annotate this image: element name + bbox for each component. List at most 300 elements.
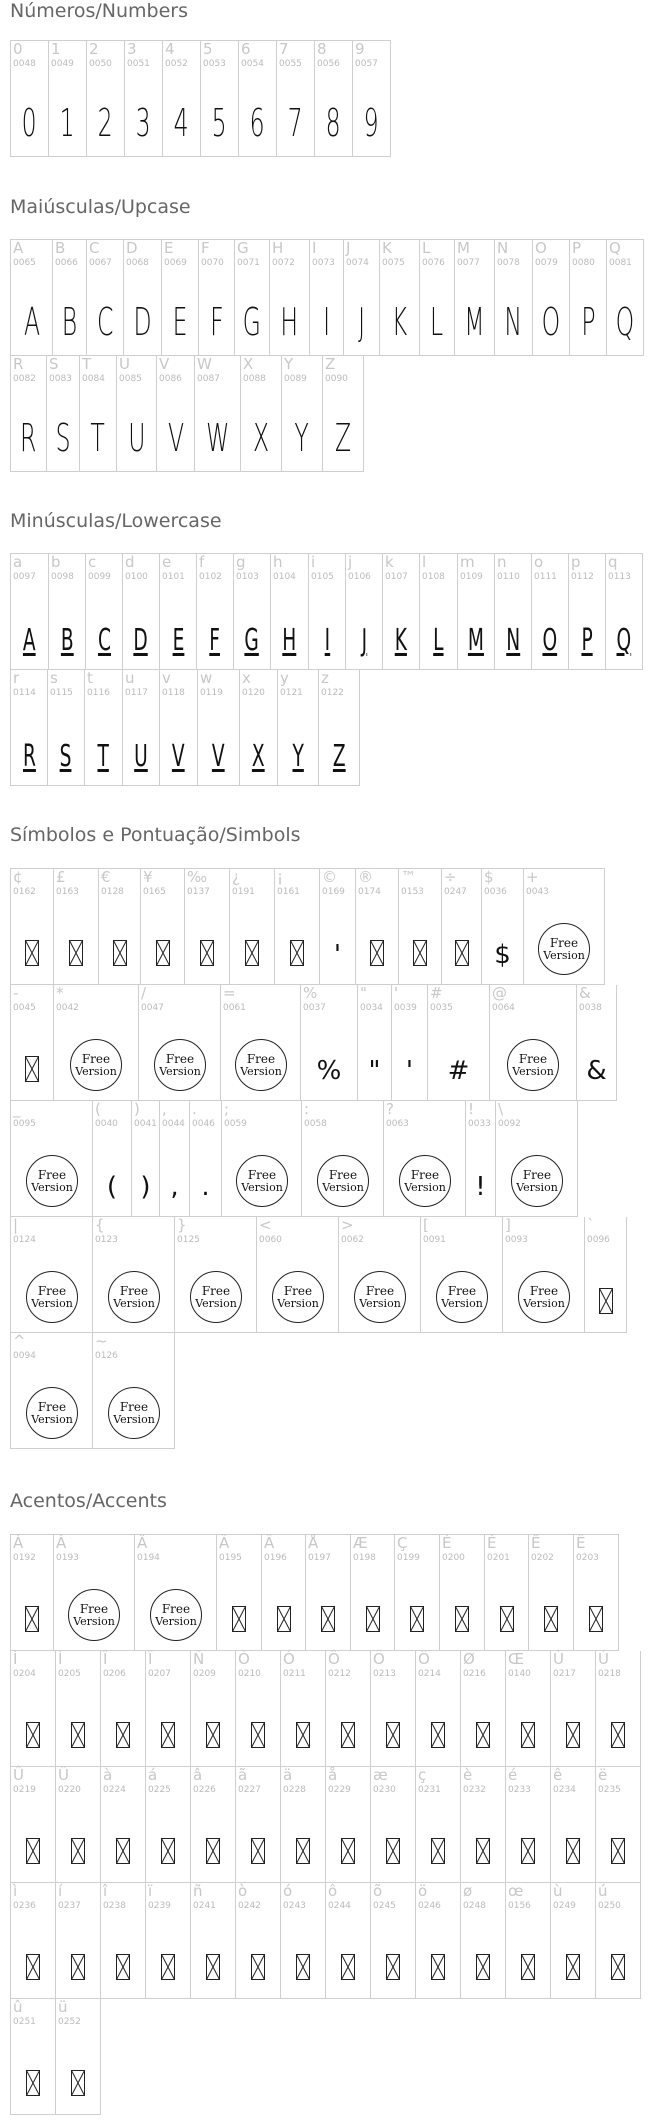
glyph-code: 0037 (303, 1003, 326, 1013)
glyph-char-label: é (508, 1766, 518, 1784)
glyph-cell (461, 1883, 506, 1999)
missing-glyph-icon (69, 940, 83, 966)
free-version-badge-icon (107, 1270, 161, 1324)
free-badge-line2: Version (154, 1615, 197, 1628)
glyph-sample: ' (333, 940, 342, 970)
glyph-code: 0204 (13, 1669, 36, 1679)
glyph-code: 0252 (58, 2017, 81, 2027)
glyph-char-label: œ (508, 1882, 524, 1900)
glyph-sample: 7 (288, 101, 303, 145)
glyph-code: 0063 (386, 1119, 409, 1129)
glyph-cell (495, 554, 532, 670)
glyph-sample: T (90, 416, 106, 460)
glyph-code: 0121 (280, 688, 303, 698)
grid-accents (10, 1534, 641, 2115)
glyph-char-label: K (382, 239, 392, 257)
glyph-code: 0198 (353, 1553, 376, 1563)
free-version-badge-icon (69, 1038, 123, 1092)
glyph-cell (351, 1535, 395, 1651)
glyph-cell (160, 554, 197, 670)
glyph-code: 0085 (119, 374, 142, 384)
glyph-sample: X (252, 416, 270, 460)
glyph-cell (101, 1883, 146, 1999)
missing-glyph-icon (476, 1838, 490, 1864)
glyph-char-label: Ä (264, 1534, 275, 1552)
glyph-sample: A (23, 623, 36, 658)
missing-glyph-icon (26, 1722, 40, 1748)
glyph-cell (49, 41, 87, 157)
glyph-char-label: Æ (353, 1534, 368, 1552)
glyph-row (10, 1651, 641, 1767)
glyph-cell (399, 869, 442, 985)
glyph-code: 0217 (553, 1669, 576, 1679)
glyph-char-label: = (223, 984, 236, 1002)
glyph-char-label: ¿ (232, 868, 240, 886)
glyph-char-label: ; (224, 1100, 230, 1118)
glyph-code: 0165 (143, 887, 166, 897)
glyph-char-label: ™ (401, 868, 416, 886)
grid-lower (10, 553, 643, 786)
glyph-code: 0125 (177, 1235, 200, 1245)
glyph-cell (302, 1101, 384, 1217)
glyph-code: 0238 (103, 1901, 126, 1911)
glyph-char-label: . (192, 1100, 197, 1118)
free-badge-line2: Version (30, 1413, 73, 1426)
glyph-cell (461, 1767, 506, 1883)
glyph-cell (551, 1651, 596, 1767)
glyph-char-label: Ü (58, 1766, 69, 1784)
glyph-code: 0066 (55, 258, 78, 268)
glyph-code: 0128 (101, 887, 124, 897)
glyph-sample-wrap (235, 295, 269, 349)
glyph-sample: . (201, 1172, 210, 1202)
glyph-sample: B (60, 623, 74, 658)
missing-glyph-icon (341, 1954, 355, 1980)
glyph-sample: ' (405, 1056, 414, 1086)
glyph-code: 0244 (328, 1901, 351, 1911)
free-badge-line2: Version (276, 1297, 319, 1310)
glyph-sample: J (358, 300, 365, 344)
missing-glyph-icon (296, 1722, 310, 1748)
glyph-sample-wrap (319, 735, 359, 779)
glyph-cell (141, 869, 185, 985)
glyph-code: 0093 (505, 1235, 528, 1245)
glyph-sample-wrap (344, 295, 379, 349)
glyph-code: 0105 (311, 572, 334, 582)
glyph-sample-wrap (420, 619, 457, 663)
glyph-code: 0230 (373, 1785, 396, 1795)
glyph-cell (157, 356, 195, 472)
free-badge-line1: Free (165, 1052, 194, 1066)
glyph-cell (11, 1767, 56, 1883)
glyph-sample-wrap (125, 96, 162, 150)
glyph-cell (421, 1217, 503, 1333)
glyph-sample: A (23, 300, 40, 344)
missing-glyph-icon (386, 1954, 400, 1980)
missing-glyph-icon (206, 1954, 220, 1980)
glyph-char-label: q (608, 553, 618, 571)
free-version-badge-icon (271, 1270, 325, 1324)
glyph-cell (54, 1535, 135, 1651)
glyph-char-label: j (348, 553, 353, 571)
glyph-cell (577, 985, 617, 1101)
missing-glyph-icon (611, 1838, 625, 1864)
glyph-sample: F (209, 623, 221, 658)
glyph-char-label: 2 (89, 40, 99, 58)
glyph-sample: # (447, 1056, 470, 1086)
glyph-char-label: G (237, 239, 249, 257)
free-badge-line1: Free (447, 1284, 476, 1298)
glyph-sample: ( (106, 1172, 118, 1202)
free-badge-line1: Free (283, 1284, 312, 1298)
glyph-cell (458, 554, 495, 670)
glyph-code: 0116 (87, 688, 110, 698)
glyph-sample: R (20, 416, 37, 460)
glyph-char-label: ö (418, 1882, 428, 1900)
glyph-row (10, 239, 644, 356)
glyph-cell (240, 670, 278, 786)
glyph-code: 0088 (243, 374, 266, 384)
missing-glyph-icon (476, 1722, 490, 1748)
glyph-cell (281, 1651, 326, 1767)
glyph-cell (236, 1883, 281, 1999)
glyph-code: 0214 (418, 1669, 441, 1679)
glyph-cell (48, 670, 85, 786)
glyph-sample: Z (332, 739, 346, 774)
glyph-sample: P (581, 623, 593, 658)
glyph-char-label: ú (598, 1882, 608, 1900)
glyph-char-label: l (422, 553, 427, 571)
glyph-code: 0123 (95, 1235, 118, 1245)
glyph-code: 0202 (531, 1553, 554, 1563)
glyph-sample: Y (294, 416, 310, 460)
glyph-sample-wrap (123, 619, 159, 663)
glyph-cell (11, 985, 54, 1101)
glyph-char-label: Û (13, 1766, 24, 1784)
glyph-cell (54, 985, 139, 1101)
glyph-sample: Q (616, 623, 632, 658)
glyph-row (10, 1883, 641, 1999)
glyph-code: 0065 (13, 258, 36, 268)
glyph-code: 0092 (498, 1119, 521, 1129)
glyph-cell (93, 1217, 175, 1333)
glyph-code: 0162 (13, 887, 36, 897)
free-badge-line1: Free (37, 1168, 66, 1182)
glyph-char-label: # (430, 984, 443, 1002)
glyph-cell (371, 1651, 416, 1767)
free-version-badge-icon (517, 1270, 571, 1324)
glyph-char-label: - (13, 984, 19, 1002)
glyph-sample: V (172, 739, 185, 774)
glyph-char-label: È (442, 1534, 452, 1552)
glyph-char-label: $ (484, 868, 494, 886)
glyph-code: 0084 (82, 374, 105, 384)
glyph-char-label: + (526, 868, 539, 886)
glyph-cell (11, 554, 49, 670)
free-version-badge-icon (510, 1154, 564, 1208)
glyph-code: 0156 (508, 1901, 531, 1911)
glyph-cell (281, 1883, 326, 1999)
free-version-badge-icon (353, 1270, 407, 1324)
glyph-sample-wrap (86, 619, 122, 663)
glyph-char-label: / (141, 984, 147, 1002)
glyph-code: 0052 (165, 59, 188, 69)
glyph-char-label: Ù (553, 1650, 564, 1668)
glyph-sample: G (244, 623, 260, 658)
glyph-sample-wrap (11, 735, 47, 779)
glyph-code: 0174 (358, 887, 381, 897)
glyph-code: 0073 (312, 258, 335, 268)
glyph-char-label: û (13, 1998, 23, 2016)
glyph-cell (86, 554, 123, 670)
glyph-sample-wrap (160, 735, 197, 779)
glyph-sample: K (391, 300, 408, 344)
glyph-row (10, 356, 364, 472)
free-badge-line2: Version (512, 1065, 554, 1078)
glyph-sample-wrap (495, 619, 531, 663)
missing-glyph-icon (206, 1838, 220, 1864)
glyph-cell (344, 240, 380, 356)
glyph-cell (198, 670, 240, 786)
glyph-code: 0082 (13, 374, 36, 384)
glyph-code: 0049 (51, 59, 74, 69)
glyph-code: 0231 (418, 1785, 441, 1795)
glyph-cell (533, 240, 570, 356)
glyph-cell (234, 554, 271, 670)
glyph-cell (175, 1217, 257, 1333)
glyph-char-label: ã (238, 1766, 248, 1784)
glyph-char-label: x (242, 669, 251, 687)
glyph-code: 0250 (598, 1901, 621, 1911)
glyph-row (10, 985, 617, 1101)
missing-glyph-icon (161, 1954, 175, 1980)
glyph-code: 0038 (579, 1003, 602, 1013)
free-badge-line1: Free (410, 1168, 439, 1182)
glyph-char-label: S (49, 355, 59, 373)
glyph-char-label: Ç (397, 1534, 408, 1552)
glyph-code: 0114 (13, 688, 36, 698)
glyph-code: 0100 (125, 572, 148, 582)
glyph-cell (339, 1217, 421, 1333)
glyph-code: 0106 (348, 572, 371, 582)
section-title-accents: Acentos/Accents (10, 1490, 167, 1512)
glyph-code: 0078 (497, 258, 520, 268)
glyph-sample-wrap (157, 411, 194, 465)
glyph-char-label: O (535, 239, 547, 257)
section-title-numbers: Números/Numbers (10, 0, 188, 22)
glyph-row (10, 868, 605, 985)
glyph-code: 0120 (242, 688, 265, 698)
grid-numbers (10, 40, 391, 157)
glyph-sample: U (127, 416, 146, 460)
glyph-char-label: Œ (508, 1650, 525, 1668)
glyph-sample: E (172, 623, 184, 658)
glyph-code: 0051 (127, 59, 150, 69)
glyph-char-label: Ï (148, 1650, 153, 1668)
glyph-char-label: Ë (576, 1534, 586, 1552)
glyph-char-label: H (272, 239, 284, 257)
section-title-symbols: Símbolos e Pontuação/Simbols (10, 824, 301, 846)
glyph-cell (146, 1651, 191, 1767)
glyph-char-label: ô (328, 1882, 338, 1900)
glyph-code: 0079 (535, 258, 558, 268)
glyph-row (10, 670, 360, 786)
glyph-char-label: € (101, 868, 111, 886)
free-badge-line1: Free (201, 1284, 230, 1298)
glyph-char-label: o (534, 553, 544, 571)
glyph-cell (139, 985, 221, 1101)
free-badge-line2: Version (30, 1297, 73, 1310)
glyph-cell (420, 554, 458, 670)
glyph-sample: C (96, 300, 114, 344)
glyph-code: 0077 (457, 258, 480, 268)
glyph-code: 0045 (13, 1003, 36, 1013)
missing-glyph-icon (386, 1838, 400, 1864)
glyph-code: 0203 (576, 1553, 599, 1563)
glyph-char-label: @ (492, 984, 507, 1002)
glyph-cell (124, 240, 162, 356)
glyph-cell (236, 1767, 281, 1883)
glyph-cell (123, 554, 160, 670)
free-version-badge-icon (189, 1270, 243, 1324)
glyph-code: 0236 (13, 1901, 36, 1911)
glyph-char-label: ] (505, 1216, 511, 1234)
glyph-sample-wrap (87, 96, 124, 150)
glyph-cell (416, 1767, 461, 1883)
missing-glyph-icon (116, 1722, 130, 1748)
glyph-code: 0193 (56, 1553, 79, 1563)
glyph-code: 0192 (13, 1553, 36, 1563)
glyph-cell (482, 869, 524, 985)
glyph-cell (570, 240, 607, 356)
glyph-code: 0108 (422, 572, 445, 582)
glyph-code: 0226 (193, 1785, 216, 1795)
glyph-code: 0234 (553, 1785, 576, 1795)
missing-glyph-icon (521, 1722, 535, 1748)
free-badge-line1: Free (81, 1052, 111, 1066)
glyph-cell (221, 985, 301, 1101)
glyph-row (10, 553, 643, 670)
glyph-char-label: L (422, 239, 431, 257)
glyph-sample: " (368, 1056, 381, 1086)
glyph-sample-wrap (495, 295, 532, 349)
glyph-cell (281, 1767, 326, 1883)
glyph-sample: O (542, 623, 558, 658)
glyph-char-label: ê (553, 1766, 563, 1784)
glyph-cell (87, 240, 124, 356)
glyph-char-label: ÷ (444, 868, 457, 886)
glyph-cell (101, 1767, 146, 1883)
missing-glyph-icon (290, 940, 304, 966)
glyph-cell (190, 1101, 222, 1217)
glyph-sample-wrap (85, 735, 122, 779)
glyph-char-label: b (51, 553, 61, 571)
glyph-code: 0115 (50, 688, 73, 698)
glyph-sample: Q (615, 300, 635, 344)
missing-glyph-icon (116, 1838, 130, 1864)
glyph-char-label: ó (283, 1882, 293, 1900)
missing-glyph-icon (25, 940, 39, 966)
glyph-sample-wrap (163, 96, 200, 150)
glyph-code: 0169 (322, 887, 345, 897)
glyph-cell (11, 1217, 93, 1333)
glyph-sample-wrap (11, 295, 52, 349)
glyph-cell (532, 554, 569, 670)
glyph-sample-wrap (310, 295, 343, 349)
glyph-code: 0232 (463, 1785, 486, 1795)
glyph-cell (197, 554, 234, 670)
glyph-char-label: ì (13, 1882, 18, 1900)
glyph-cell (11, 1535, 54, 1651)
glyph-row (10, 1217, 627, 1333)
glyph-code: 0060 (259, 1235, 282, 1245)
free-version-badge-icon (234, 1038, 288, 1092)
glyph-code: 0091 (423, 1235, 446, 1245)
glyph-char-label: Ñ (193, 1650, 205, 1668)
free-badge-line1: Free (522, 1168, 551, 1182)
glyph-sample: , (170, 1172, 179, 1202)
glyph-char-label: © (322, 868, 337, 886)
glyph-code: 0043 (526, 887, 549, 897)
missing-glyph-icon (232, 1606, 246, 1632)
missing-glyph-icon (296, 1954, 310, 1980)
glyph-sample: 1 (60, 101, 75, 145)
glyph-cell (235, 240, 270, 356)
glyph-char-label: É (487, 1534, 497, 1552)
glyph-code: 0101 (162, 572, 185, 582)
glyph-cell (135, 1535, 217, 1651)
free-badge-line2: Version (73, 1615, 115, 1628)
glyph-code: 0042 (56, 1003, 79, 1013)
glyph-char-label: 6 (241, 40, 251, 58)
glyph-cell (371, 1767, 416, 1883)
glyph-sample-wrap (315, 96, 352, 150)
glyph-code: 0124 (13, 1235, 36, 1245)
glyph-cell (326, 1767, 371, 1883)
glyph-cell (371, 1883, 416, 1999)
glyph-char-label: ^ (13, 1332, 26, 1350)
glyph-sample-wrap (383, 619, 419, 663)
glyph-char-label: [ (423, 1216, 429, 1234)
free-badge-line1: Free (549, 936, 579, 950)
glyph-cell (222, 1101, 302, 1217)
glyph-code: 0104 (273, 572, 296, 582)
glyph-code: 0053 (203, 59, 226, 69)
missing-glyph-icon (544, 1606, 558, 1632)
glyph-char-label: \ (498, 1100, 504, 1118)
glyph-sample: C (97, 623, 111, 658)
glyph-char-label: I (312, 239, 317, 257)
glyph-char-label: ? (386, 1100, 394, 1118)
glyph-char-label: Ê (531, 1534, 541, 1552)
free-badge-line2: Version (75, 1065, 117, 1078)
glyph-char-label: R (13, 355, 24, 373)
free-version-badge-icon (435, 1270, 489, 1324)
glyph-cell (11, 1883, 56, 1999)
glyph-sample-wrap (53, 295, 86, 349)
glyph-char-label: n (497, 553, 507, 571)
glyph-cell (47, 356, 80, 472)
glyph-code: 0047 (141, 1003, 164, 1013)
glyph-char-label: ( (95, 1100, 101, 1118)
glyph-char-label: m (460, 553, 475, 571)
glyph-code: 0195 (219, 1553, 242, 1563)
free-version-badge-icon (316, 1154, 370, 1208)
grid-upper (10, 239, 644, 472)
glyph-char-label: å (328, 1766, 338, 1784)
glyph-sample-wrap (271, 619, 308, 663)
free-version-badge-icon (537, 922, 591, 976)
